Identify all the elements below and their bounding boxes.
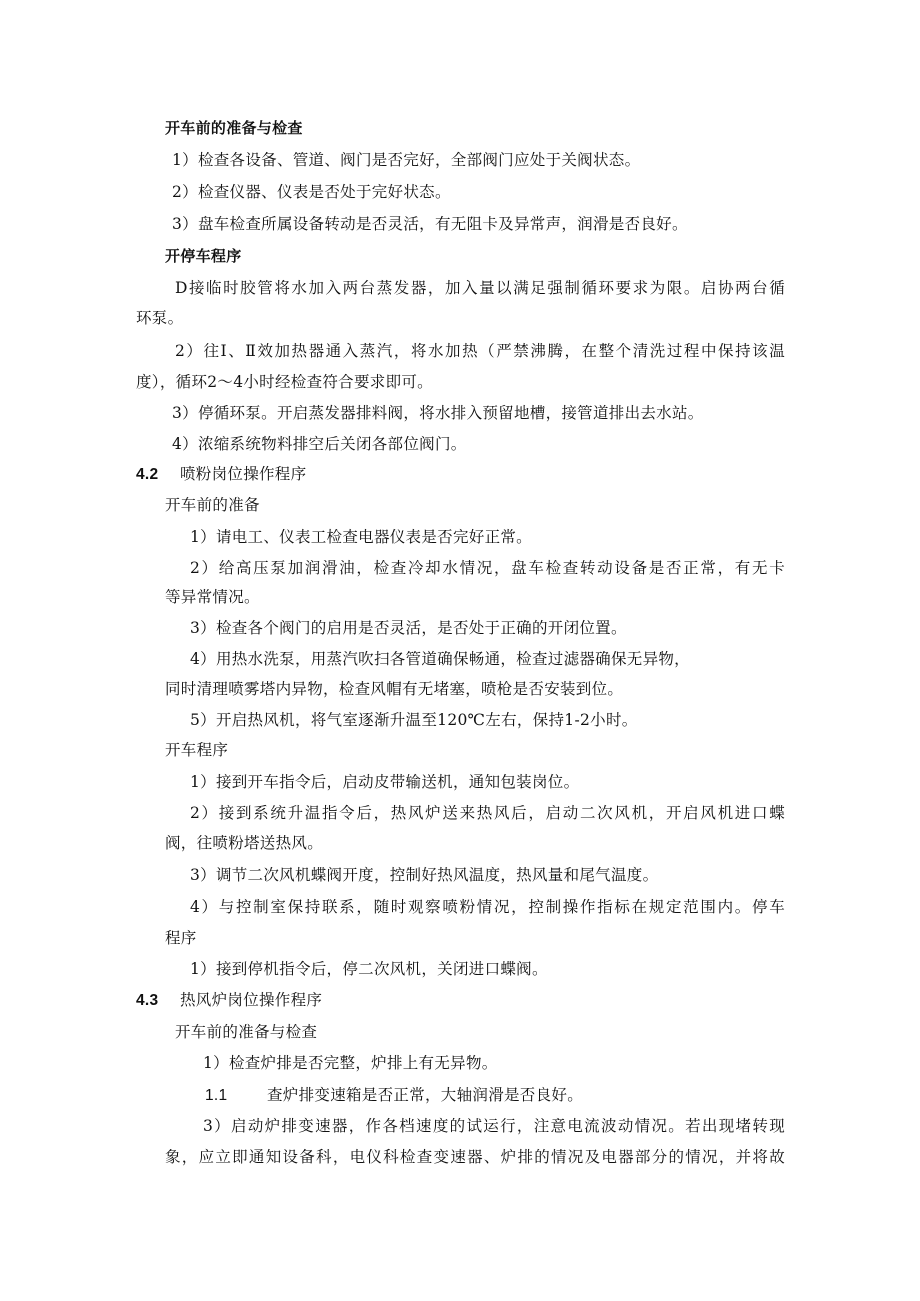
text-line: 度），循环2～4小时经检查符合要求即可。 — [136, 373, 433, 391]
text-line — [205, 1084, 583, 1107]
text-line: 环泵。 — [136, 309, 184, 327]
section-number: 4.2 — [136, 466, 159, 483]
text-line: D接临时胶管将水加入两台蒸发器，加入量以满足强制循环要求为限。启协两台循 — [175, 279, 785, 297]
text-line: 1）请电工、仪表工检查电器仪表是否完好正常。 — [190, 528, 532, 546]
text-line: 1）检查炉排是否完整，炉排上有无异物。 — [203, 1054, 498, 1072]
subsection-heading: 开车前的准备 — [165, 496, 260, 514]
text-line: 1）接到开车指令后，启动皮带输送机，通知包装岗位。 — [190, 773, 580, 791]
section-heading: 开停车程序 — [165, 247, 242, 265]
subsection-heading: 开车前的准备与检查 — [175, 1023, 318, 1041]
section-heading — [136, 989, 322, 1012]
text-line: 程序 — [165, 929, 197, 947]
text-line: 4）与控制室保持联系，随时观察喷粉情况，控制操作指标在规定范围内。停车 — [190, 898, 785, 916]
text-line: 2）往Ⅰ、Ⅱ效加热器通入蒸汽，将水加热（严禁沸腾，在整个清洗过程中保持该温 — [175, 342, 785, 360]
text-line: 等异常情况。 — [165, 588, 260, 606]
text-line: 3）调节二次风机蝶阀开度，控制好热风温度，热风量和尾气温度。 — [190, 866, 659, 884]
section-number: 4.3 — [136, 992, 159, 1009]
text-line: 1）检查各设备、管道、阀门是否完好，全部阀门应处于关阀状态。 — [172, 151, 641, 169]
text-line: 5）开启热风机，将气室逐渐升温至120℃左右，保持1-2小时。 — [190, 711, 638, 729]
text-line: 3）盘车检查所属设备转动是否灵活，有无阻卡及异常声，润滑是否良好。 — [172, 215, 688, 233]
item-text: 查炉排变速箱是否正常，大轴润滑是否良好。 — [267, 1086, 584, 1104]
text-line: 阀，往喷粉塔送热风。 — [165, 834, 324, 852]
section-heading: 开车前的准备与检查 — [165, 119, 303, 137]
text-line: 3）停循环泵。开启蒸发器排料阀，将水排入预留地槽，接管道排出去水站。 — [172, 404, 704, 422]
subsection-heading: 开车程序 — [165, 741, 229, 759]
text-line: 4）浓缩系统物料排空后关闭各部位阀门。 — [172, 435, 467, 453]
text-line: 3）检查各个阀门的启用是否灵活，是否处于正确的开闭位置。 — [190, 619, 627, 637]
text-line: 1）接到停机指令后，停二次风机，关闭进口蝶阀。 — [190, 960, 548, 978]
text-line: 2）给高压泵加润滑油，检查冷却水情况，盘车检查转动设备是否正常，有无卡 — [190, 559, 785, 577]
section-title: 热风炉岗位操作程序 — [180, 991, 323, 1009]
text-line: 2）接到系统升温指令后，热风炉送来热风后，启动二次风机，开启风机进口蝶 — [190, 804, 785, 822]
text-line: 同时清理喷雾塔内异物，检查风帽有无堵塞，喷枪是否安装到位。 — [165, 680, 624, 698]
text-line: 2）检查仪器、仪表是否处于完好状态。 — [172, 183, 451, 201]
section-title: 喷粉岗位操作程序 — [180, 465, 307, 483]
item-number: 1.1 — [205, 1087, 228, 1104]
text-line: 象，应立即通知设备科，电仪科检查变速器、炉排的情况及电器部分的情况，并将故 — [165, 1148, 785, 1166]
text-line: 3）启动炉排变速器，作各档速度的试运行，注意电流波动情况。若出现堵转现 — [203, 1117, 785, 1135]
text-line: 4）用热水洗泵，用蒸汽吹扫各管道确保畅通，检查过滤器确保无异物， — [190, 650, 690, 668]
section-heading — [136, 463, 306, 486]
